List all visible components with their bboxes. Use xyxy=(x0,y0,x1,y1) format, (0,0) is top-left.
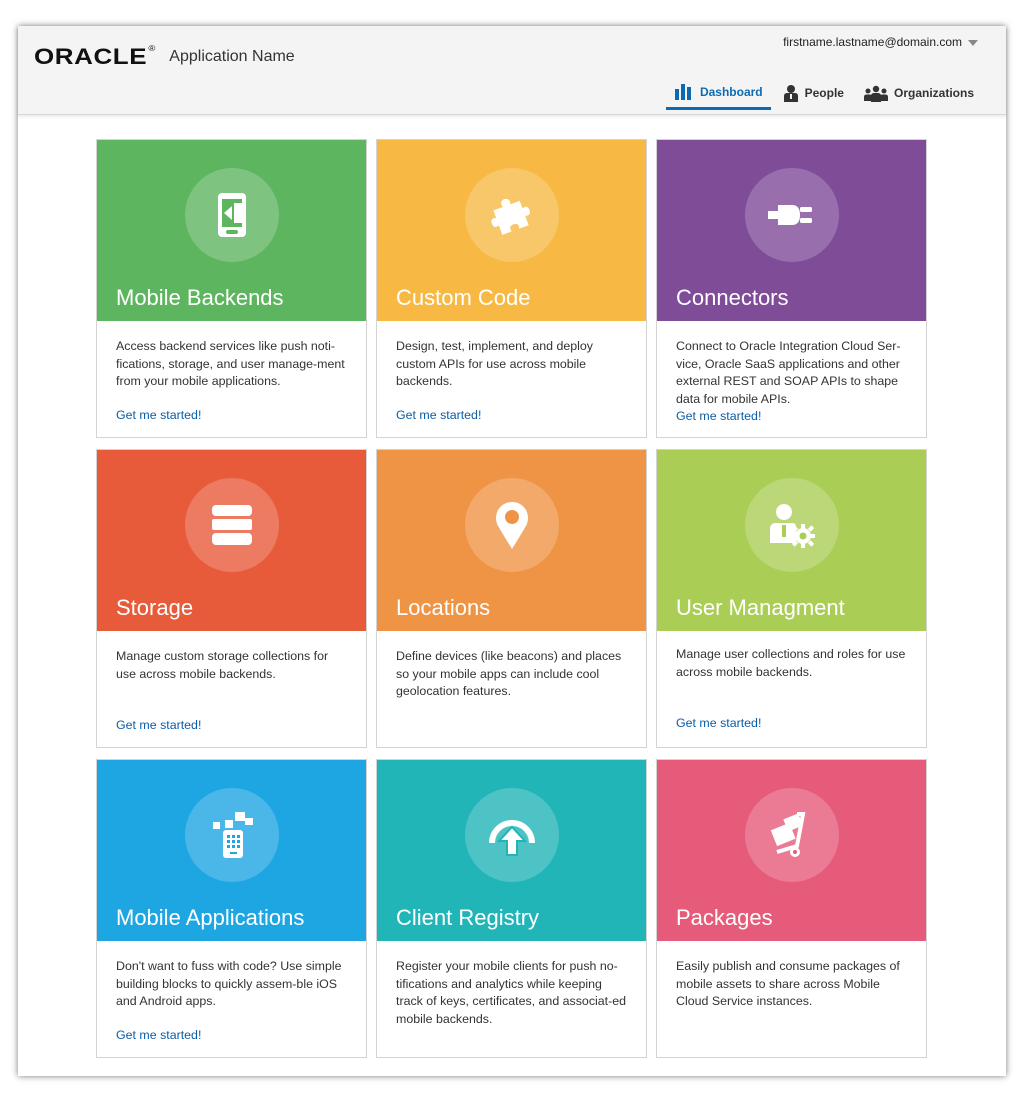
tile-description: Don't want to fuss with code? Use simple building blocks to quickly assem-ble iOS and Android apps. xyxy=(116,959,342,1008)
tile-connectors[interactable] xyxy=(656,139,927,438)
tile-title: User Managment xyxy=(676,595,845,620)
tile-client-registry[interactable] xyxy=(376,759,647,1058)
tab-organizations[interactable] xyxy=(856,76,982,110)
user-menu[interactable] xyxy=(783,35,978,49)
tile-mobile-backends[interactable] xyxy=(96,139,367,438)
icon-badge xyxy=(185,788,279,882)
get-started-link[interactable]: Get me started! xyxy=(116,1028,202,1042)
tile-header xyxy=(657,140,926,321)
tile-title: Storage xyxy=(116,595,194,620)
app-name: Application Name xyxy=(169,48,295,65)
tile-description: Connect to Oracle Integration Cloud Ser-vice, Oracle SaaS applications and other external REST and SOAP APIs to shape data for mobile APIs. xyxy=(676,339,901,406)
tile-mobile-applications[interactable] xyxy=(96,759,367,1058)
tile-description: Register your mobile clients for push no-tifications and analytics while keeping track of keys, certificates, and associat-ed mobile backends. xyxy=(396,959,627,1026)
get-started-link[interactable]: Get me started! xyxy=(676,716,762,730)
puzzle-piece-icon xyxy=(488,191,536,239)
tile-header xyxy=(97,760,366,941)
oracle-logo: ORACLE® xyxy=(34,44,156,69)
service-tiles xyxy=(96,139,928,1058)
bar-chart-icon xyxy=(674,84,694,100)
icon-badge xyxy=(745,168,839,262)
tile-description: Design, test, implement, and deploy custom APIs for use across mobile backends. xyxy=(396,339,593,388)
tile-title: Mobile Applications xyxy=(116,905,305,930)
mobile-backend-icon xyxy=(212,191,252,239)
plug-icon xyxy=(766,195,818,235)
map-pin-icon xyxy=(494,500,530,550)
tile-title: Locations xyxy=(396,595,491,620)
tile-body xyxy=(97,631,366,735)
tile-title: Mobile Backends xyxy=(116,285,284,310)
get-started-link[interactable]: Get me started! xyxy=(676,409,762,423)
icon-badge xyxy=(745,788,839,882)
icon-badge xyxy=(185,478,279,572)
main-nav xyxy=(662,76,982,112)
tile-header xyxy=(97,450,366,631)
tab-label: Dashboard xyxy=(699,84,763,99)
database-icon xyxy=(210,503,254,547)
tile-header xyxy=(377,760,646,941)
tab-people[interactable] xyxy=(775,76,852,110)
tab-dashboard[interactable] xyxy=(666,76,771,110)
tile-description: Define devices (like beacons) and places so your mobile apps can include cool geolocation features. xyxy=(396,649,622,698)
user-email: firstname.lastname@domain.com xyxy=(783,35,962,49)
tile-header xyxy=(377,450,646,631)
tile-storage[interactable] xyxy=(96,449,367,748)
icon-badge xyxy=(465,788,559,882)
icon-badge xyxy=(745,478,839,572)
tile-body xyxy=(657,631,926,733)
person-icon xyxy=(783,84,799,102)
tile-header xyxy=(657,760,926,941)
tile-body xyxy=(377,321,646,425)
tile-body xyxy=(377,631,646,700)
tile-custom-code[interactable] xyxy=(376,139,647,438)
get-started-link[interactable]: Get me started! xyxy=(116,718,202,732)
tile-user-management[interactable] xyxy=(656,449,927,748)
user-gear-icon xyxy=(768,501,816,549)
tile-body xyxy=(97,941,366,1045)
get-started-link[interactable]: Get me started! xyxy=(116,408,202,422)
mobile-blocks-icon xyxy=(209,810,255,860)
tab-label: People xyxy=(804,86,844,100)
icon-badge xyxy=(185,168,279,262)
tile-locations[interactable] xyxy=(376,449,647,748)
upload-arrow-icon xyxy=(487,813,537,857)
tile-header xyxy=(377,140,646,321)
tile-description: Manage custom storage collections for use across mobile backends. xyxy=(116,649,329,681)
tile-title: Packages xyxy=(676,905,773,930)
tile-body xyxy=(657,321,926,426)
tile-body xyxy=(657,941,926,1010)
tile-description: Manage user collections and roles for use across mobile backends. xyxy=(676,647,906,679)
tile-header xyxy=(97,140,366,321)
tile-description: Access backend services like push noti-fications, storage, and user manage-ment from your mobile applications. xyxy=(116,339,345,388)
get-started-link[interactable]: Get me started! xyxy=(396,408,482,422)
tile-header xyxy=(657,450,926,631)
brand xyxy=(34,42,295,72)
tile-title: Client Registry xyxy=(396,905,540,930)
tile-description: Easily publish and consume packages of mobile assets to share across Mobile Cloud Service instances. xyxy=(676,959,900,1008)
chevron-down-icon xyxy=(968,40,978,46)
tile-packages[interactable] xyxy=(656,759,927,1058)
app-window xyxy=(18,26,1006,1076)
hand-truck-icon xyxy=(767,810,817,860)
tab-label: Organizations xyxy=(893,86,974,100)
icon-badge xyxy=(465,168,559,262)
tile-title: Custom Code xyxy=(396,285,531,310)
icon-badge xyxy=(465,478,559,572)
tile-title: Connectors xyxy=(676,285,789,310)
tile-body xyxy=(97,321,366,425)
app-header xyxy=(18,26,1006,115)
tile-body xyxy=(377,941,646,1026)
group-icon xyxy=(864,84,888,102)
